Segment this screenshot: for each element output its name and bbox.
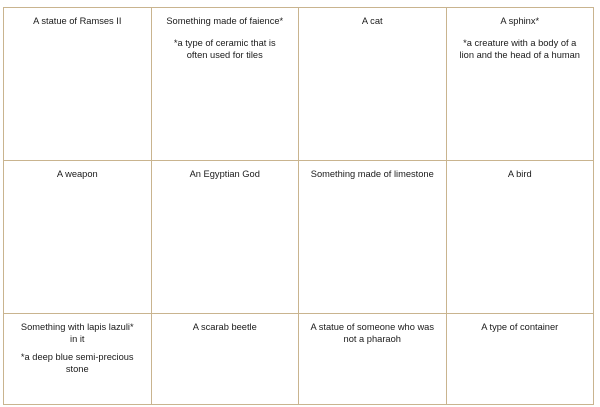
- grid-cell: [446, 314, 594, 405]
- cell-prompt: A bird: [507, 169, 532, 179]
- grid-cell: [151, 161, 299, 314]
- grid-row-2: [4, 161, 594, 314]
- grid-row-3: [4, 314, 594, 405]
- grid-cell: [446, 8, 594, 161]
- cell-prompt: A sphinx*: [500, 16, 540, 26]
- scavenger-hunt-grid: [3, 7, 594, 405]
- grid-cell: [4, 161, 152, 314]
- cell-prompt: A statue of someone who was not a pharaoh: [310, 322, 434, 345]
- grid-cell: [151, 8, 299, 161]
- grid-cell: [4, 8, 152, 161]
- cell-footnote: *a type of ceramic that is often used for tiles: [173, 38, 276, 61]
- cell-prompt: Something made of faience*: [166, 16, 284, 26]
- cell-footnote: *a creature with a body of a lion and the head of a human: [459, 38, 580, 61]
- grid-cell: [299, 161, 447, 314]
- grid-cell: [4, 314, 152, 405]
- cell-prompt: A scarab beetle: [192, 322, 257, 332]
- grid-cell: [151, 314, 299, 405]
- cell-prompt: An Egyptian God: [189, 169, 260, 179]
- scavenger-hunt-sheet: [3, 7, 594, 407]
- grid-cell: [299, 314, 447, 405]
- cell-prompt: A statue of Ramses II: [33, 16, 122, 26]
- cell-prompt: A cat: [361, 16, 383, 26]
- grid-row-1: [4, 8, 594, 161]
- grid-cell: [299, 8, 447, 161]
- cell-prompt: Something with lapis lazuli* in it: [20, 322, 134, 345]
- cell-footnote: *a deep blue semi-precious stone: [20, 352, 134, 375]
- grid-cell: [446, 161, 594, 314]
- cell-prompt: Something made of limestone: [310, 169, 434, 179]
- cell-prompt: A type of container: [481, 322, 559, 332]
- cell-prompt: A weapon: [56, 169, 98, 179]
